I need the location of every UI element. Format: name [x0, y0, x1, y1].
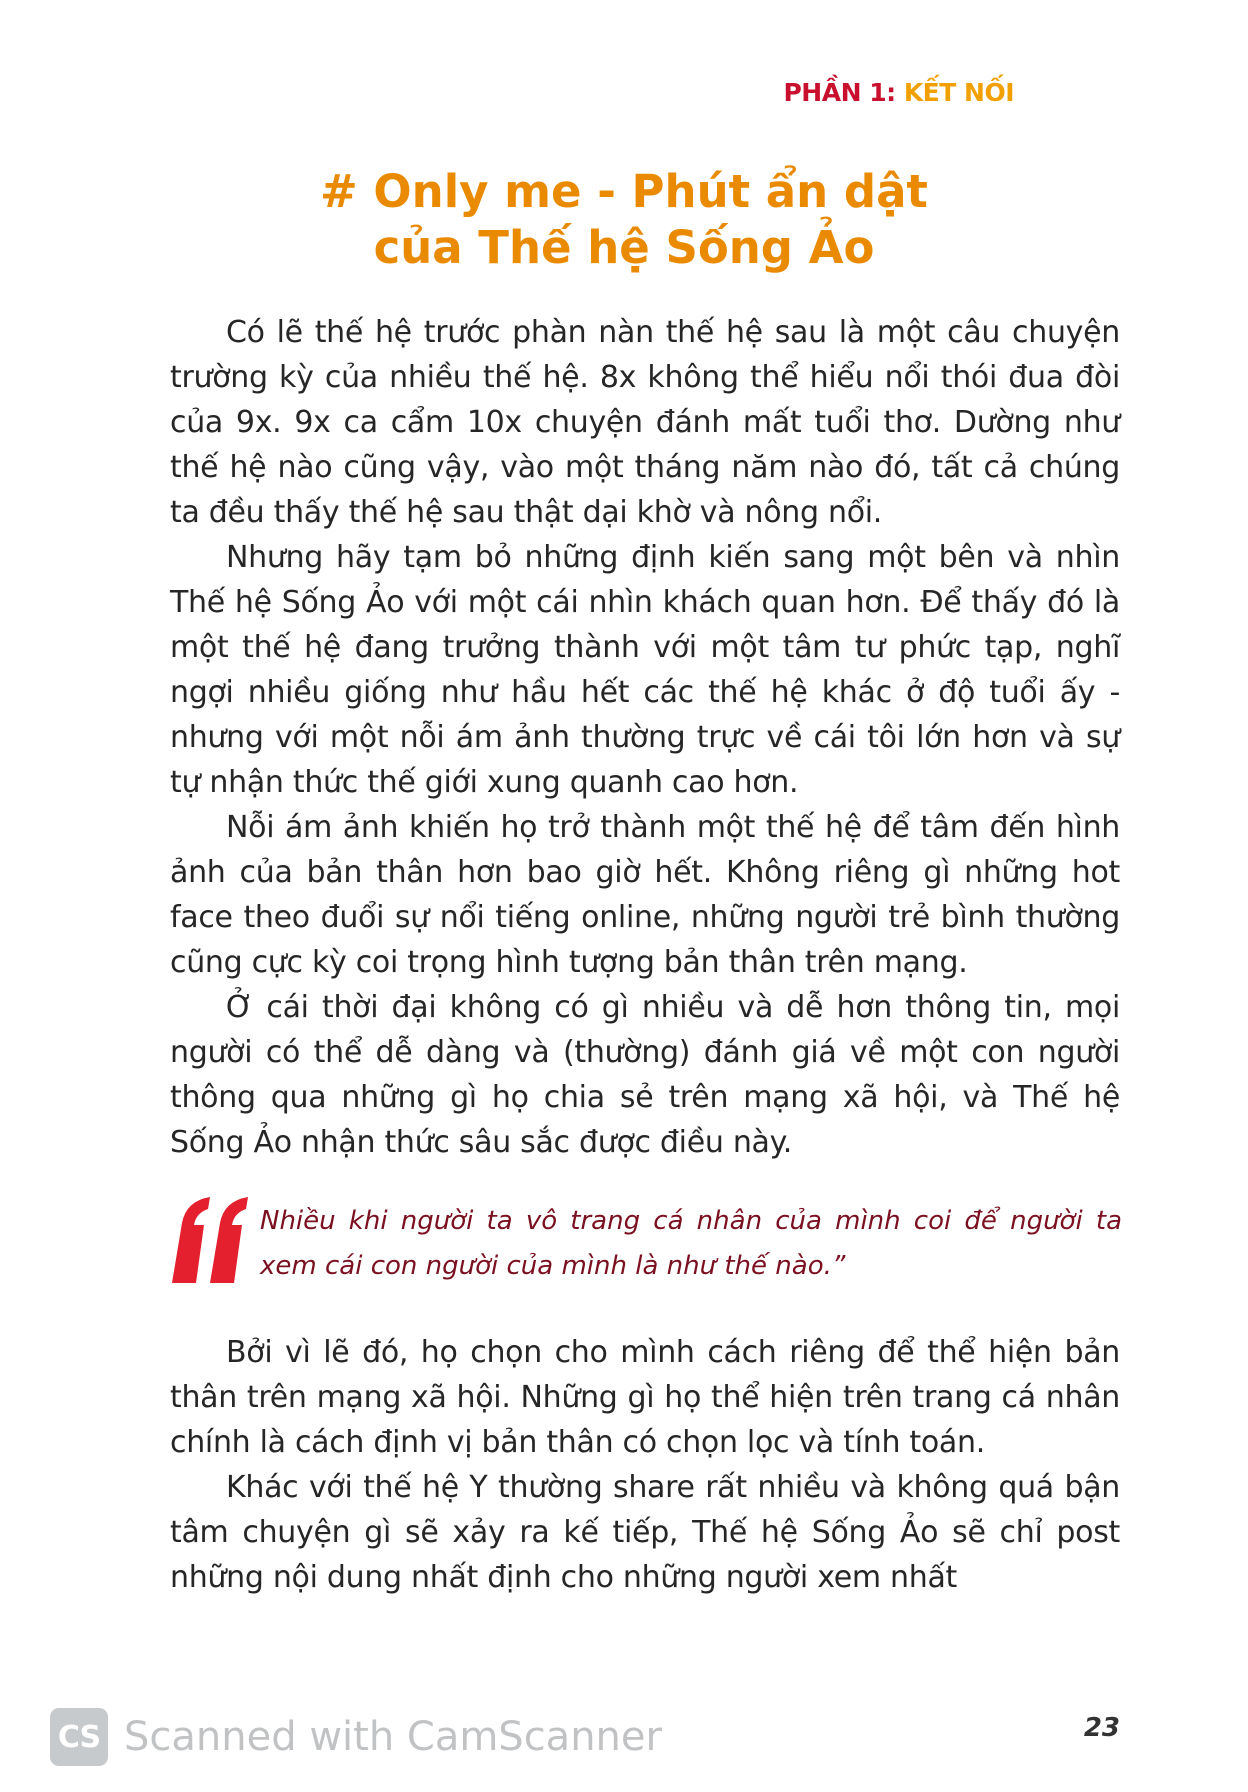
- camscanner-logo-icon: CS: [50, 1708, 108, 1766]
- body-text-after-quote: [170, 1330, 1120, 1600]
- paragraph: Bởi vì lẽ đó, họ chọn cho mình cách riêng để thể hiện bản thân trên mạng xã hội. Những gì họ thể hiện trên trang cá nhân chính là cách định vị bản thân có chọn lọc và tính toán.: [170, 1335, 1120, 1460]
- page-number: 23: [1083, 1713, 1120, 1743]
- paragraph: Ở cái thời đại không có gì nhiều và dễ hơn thông tin, mọi người có thể dễ dàng và (thường) đánh giá về một con người thông qua những gì họ chia sẻ trên mạng xã hội, và Thế hệ Sống Ảo nhận thức sâu sắc được điều này.: [170, 990, 1120, 1160]
- pull-quote-text: Nhiều khi người ta vô trang cá nhân của mình coi để người ta xem cái con người của mình là như thế nào.”: [260, 1206, 1122, 1281]
- watermark-text: Scanned with CamScanner: [124, 1714, 662, 1760]
- paragraph: Khác với thế hệ Y thường share rất nhiều và không quá bận tâm chuyện gì sẽ xảy ra kế tiếp, Thế hệ Sống Ảo sẽ chỉ post những nội dung nhất định cho những người xem nhất: [170, 1470, 1120, 1595]
- pull-quote: [168, 1195, 1123, 1305]
- paragraph: Nhưng hãy tạm bỏ những định kiến sang một bên và nhìn Thế hệ Sống Ảo với một cái nhìn khách quan hơn. Để thấy đó là một thế hệ đang trưởng thành với một tâm tư phức tạp, nghĩ ngợi nhiều giống như hầu hết các thế hệ khác ở độ tuổi ấy - nhưng với một nỗi ám ảnh thường trực về cái tôi lớn hơn và sự tự nhận thức thế giới xung quanh cao hơn.: [170, 540, 1120, 800]
- running-head-name: KẾT NỐI: [903, 78, 1014, 107]
- paragraph: Có lẽ thế hệ trước phàn nàn thế hệ sau là một câu chuyện trường kỳ của nhiều thế hệ. 8x không thể hiểu nổi thói đua đòi của 9x. 9x ca cẩm 10x chuyện đánh mất tuổi thơ. Dường như thế hệ nào cũng vậy, vào một tháng năm nào đó, tất cả chúng ta đều thấy thế hệ sau thật dại khờ và nông nổi.: [170, 315, 1120, 530]
- paragraph: Nỗi ám ảnh khiến họ trở thành một thế hệ để tâm đến hình ảnh của bản thân hơn bao giờ hết. Không riêng gì những hot face theo đuổi sự nổi tiếng online, những người trẻ bình thường cũng cực kỳ coi trọng hình tượng bản thân trên mạng.: [170, 810, 1120, 980]
- scanner-watermark: [50, 1707, 662, 1767]
- body-text-before-quote: [170, 310, 1120, 1165]
- chapter-title-line-2: của Thế hệ Sống Ảo: [373, 221, 875, 274]
- running-head-part: PHẦN 1:: [783, 78, 896, 107]
- quote-mark-icon: [168, 1195, 248, 1287]
- chapter-title-line-1: # Only me - Phút ẩn dật: [320, 165, 928, 218]
- running-head: [783, 78, 1014, 107]
- chapter-title: [0, 164, 1248, 276]
